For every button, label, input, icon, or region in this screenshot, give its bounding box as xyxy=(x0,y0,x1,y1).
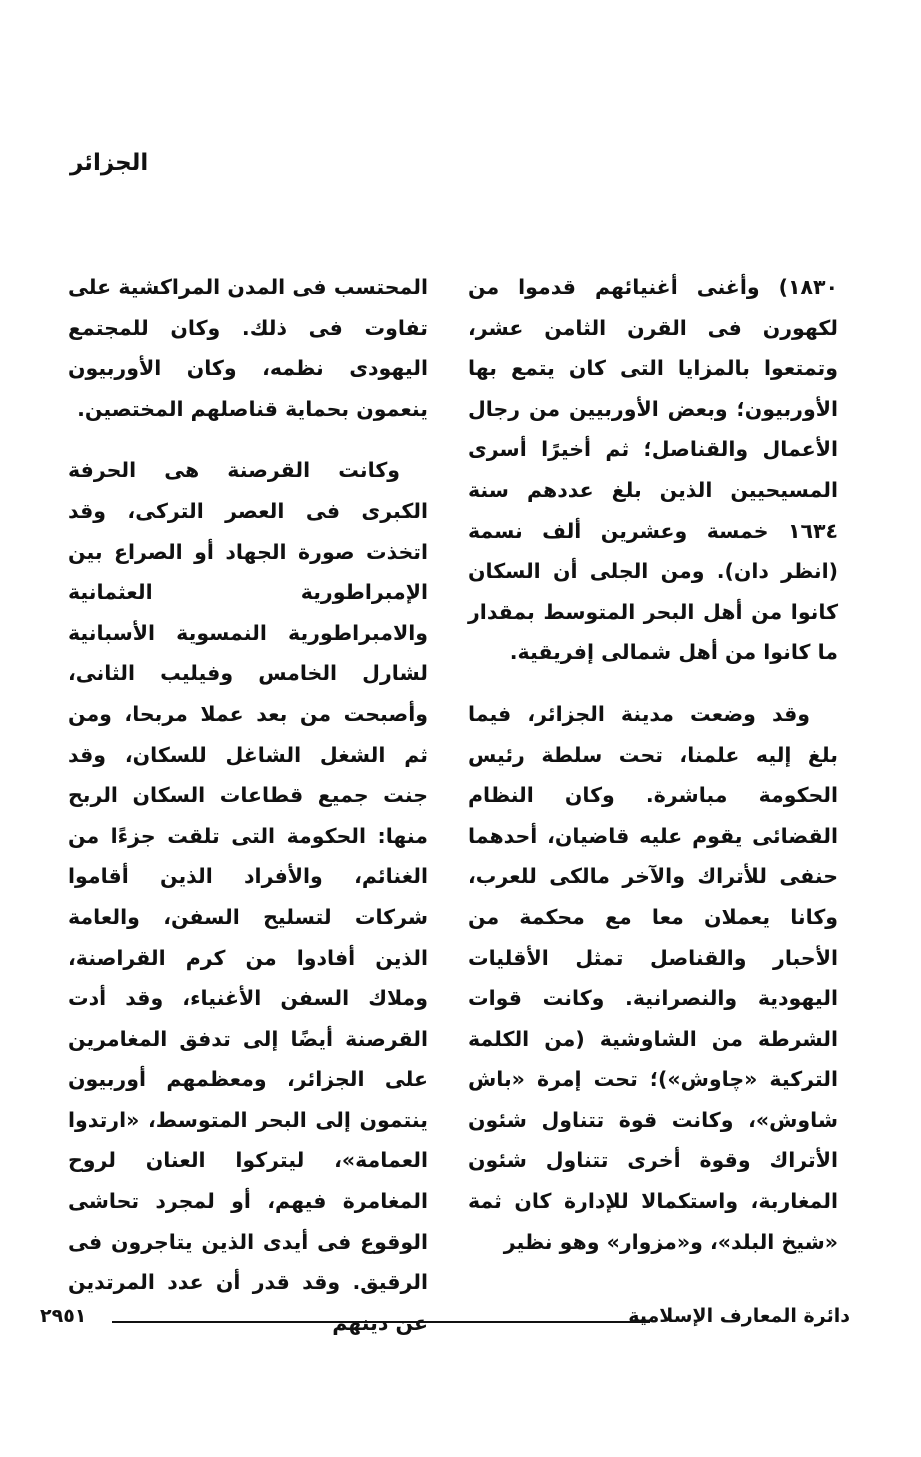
footer-rule xyxy=(112,1321,650,1323)
column-right xyxy=(468,267,838,1262)
footer-publication-title: دائرة المعارف الإسلامية xyxy=(628,1305,850,1327)
paragraph: وقد وضعت مدينة الجزائر، فيما بلغ إليه علمنا، تحت سلطة رئيس الحكومة مباشرة. وكان النظام القضائى يقوم عليه قاضيان، أحدهما حنفى للأتراك والآخر مالكى للعرب، وكانا يعملان معا مع محكمة من الأحبار والقناصل تمثل الأقليات اليهودية والنصرانية. وكانت قوات الشرطة من الشاوشية (من الكلمة التركية «چاوش»)؛ تحت إمرة «باش شاوش»، وكانت قوة تتناول شئون الأتراك وقوة أخرى تتناول شئون المغاربة، واستكمالا للإدارة كان ثمة «شيخ البلد»، و«مزوار» وهو نظير xyxy=(468,701,838,1254)
paragraph: وكانت القرصنة هى الحرفة الكبرى فى العصر التركى، وقد اتخذت صورة الجهاد أو الصراع بين الإمبراطورية العثمانية والامبراطورية النمسوية الأسبانية لشارل الخامس وفيليب الثانى، وأصبحت من بعد عملا مربحا، ومن ثم الشغل الشاغل للسكان، وقد جنت جميع قطاعات السكان الربح منها: الحكومة التى تلقت جزءًا من الغنائم، والأفراد الذين أقاموا شركات لتسليح السفن، والعامة الذين أفادوا من كرم القراصنة، وملاك السفن الأغنياء، وقد أدت القرصنة أيضًا إلى تدفق المغامرين على الجزائر، ومعظمهم أوربيون ينتمون إلى البحر المتوسط، «ارتدوا العمامة»، ليتركوا العنان لروح المغامرة فيهم، أو لمجرد تحاشى الوقوع فى أيدى الذين يتاجرون فى الرقيق. وقد قدر أن عدد المرتدين عن دينهم xyxy=(68,458,428,1335)
paragraph: المحتسب فى المدن المراكشية على تفاوت فى ذلك. وكان للمجتمع اليهودى نظمه، وكان الأوربيون ينعمون بحماية قناصلهم المختصين. xyxy=(68,275,428,421)
column-left xyxy=(68,267,428,1343)
running-header: الجزائر xyxy=(70,150,149,176)
paragraph: ١٨٣٠) وأغنى أغنيائهم قدموا من لكهورن فى القرن الثامن عشر، وتمتعوا بالمزايا التى كان يتمع بها الأوربيون؛ وبعض الأوربيين من رجال الأعمال والقناصل؛ ثم أخيرًا أسرى المسيحيين الذين بلغ عددهم سنة ١٦٣٤ خمسة وعشرين ألف نسمة (انظر دان). ومن الجلى أن السكان كانوا من أهل البحر المتوسط بمقدار ما كانوا من أهل شمالى إفريقية. xyxy=(468,275,838,665)
page-number: ٢٩٥١ xyxy=(40,1305,87,1327)
page-footer xyxy=(40,1305,850,1335)
